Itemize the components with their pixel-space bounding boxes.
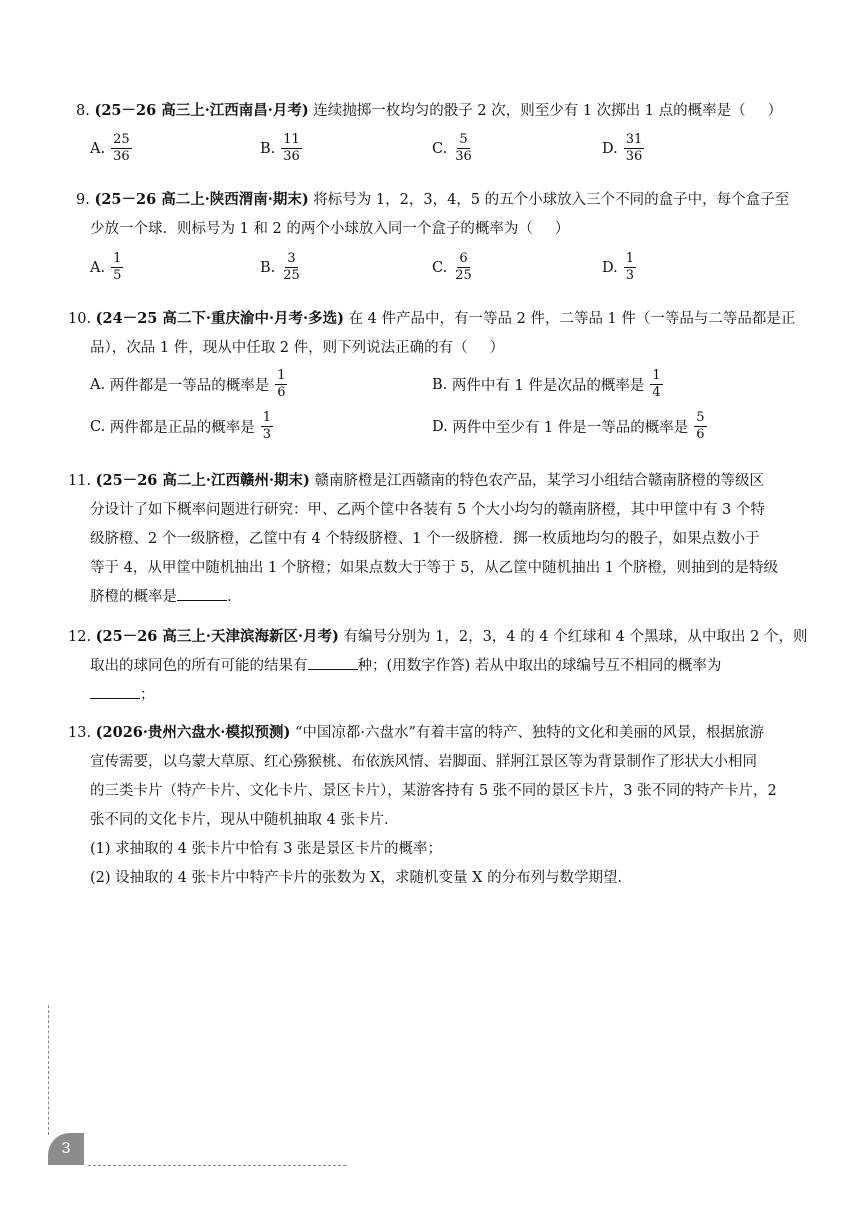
q13-source: (2026·贵州六盘水·模拟预测) bbox=[95, 724, 291, 741]
q9-text-1: 将标号为 1，2，3，4，5 的五个小球放入三个不同的盒子中，每个盒子至 bbox=[313, 192, 790, 208]
q11-answer-blank[interactable] bbox=[177, 584, 227, 601]
question-10: 10. (24－25 高二下·重庆渝中·月考·多选) 在 4 件产品中，有一等品 2 件，二等品 1 件（一等品与二等品都是正 品），次品 1 件，现从中任取 2 件，则下列说法正确的有（ ） bbox=[68, 310, 796, 356]
q9-text-2: 少放一个球．则标号为 1 和 2 的两个小球放入同一个盒子的概率为（ bbox=[90, 221, 533, 237]
question-9: 9. (25－26 高二上·陕西渭南·期末) 将标号为 1，2，3，4，5 的五个小球放入三个不同的盒子中，每个盒子至 少放一个球．则标号为 1 和 2 的两个小球放入同一个盒子的概率为（ ） bbox=[76, 191, 790, 237]
q9-options bbox=[90, 252, 730, 292]
question-8: 8. (25－26 高三上·江西南昌·月考) 连续抛掷一枚均匀的骰子 2 次，则至少有 1 次掷出 1 点的概率是（ ） bbox=[76, 102, 783, 119]
q12-answer-blank-1[interactable] bbox=[308, 653, 358, 670]
q8-option-d: D. $\frac{31}{36}$ bbox=[602, 132, 643, 164]
margin-dashed-line-horizontal bbox=[88, 1165, 346, 1166]
q12-text-2b: 种；(用数字作答) 若从中取出的球编号互不相同的概率为 bbox=[357, 658, 722, 674]
q10-text-2: 品），次品 1 件，现从中任取 2 件，则下列说法正确的有（ bbox=[90, 340, 468, 356]
q8-option-c: C. $\frac{5}{36}$ bbox=[432, 132, 472, 164]
q12-number: 12. bbox=[68, 629, 92, 645]
q13-text-2: 宣传需要，以乌蒙大草原、红心猕猴桃、布依族风情、岩脚面、牂牁江景区等为背景制作了形状大小相同 bbox=[90, 754, 757, 770]
q11-number: 11. bbox=[68, 473, 92, 489]
q11-source: (25－26 高二上·江西赣州·期末) bbox=[95, 472, 310, 489]
q12-answer-blank-2[interactable] bbox=[90, 682, 140, 699]
question-13 bbox=[68, 718, 798, 893]
q8-options bbox=[90, 133, 730, 173]
q9-source: (25－26 高二上·陕西渭南·期末) bbox=[94, 191, 309, 208]
q12-source: (25－26 高三上·天津滨海新区·月考) bbox=[95, 628, 339, 645]
q10-option-b: B. 两件中有 1 件是次品的概率是 $\frac{1}{4}$ bbox=[432, 368, 661, 400]
q11-text-1: 赣南脐橙是江西赣南的特色农产品，某学习小组结合赣南脐橙的等级区 bbox=[314, 473, 765, 489]
q10-options-row2 bbox=[90, 411, 730, 451]
q13-subquestion-2: (2) 设抽取的 4 张卡片中特产卡片的张数为 X，求随机变量 X 的分布列与数学期望． bbox=[90, 870, 633, 886]
margin-dashed-line-vertical bbox=[48, 1005, 49, 1135]
q10-text-1: 在 4 件产品中，有一等品 2 件，二等品 1 件（一等品与二等品都是正 bbox=[348, 311, 796, 327]
q9-option-b: B. $\frac{3}{25}$ bbox=[260, 251, 300, 283]
q11-text-4: 等于 4，从甲筐中随机抽出 1 个脐橙；如果点数大于等于 5，从乙筐中随机抽出 1 个脐橙，则抽到的是特级 bbox=[90, 560, 779, 576]
q9-option-a: A. $\frac{1}{5}$ bbox=[90, 251, 122, 283]
q10-option-d: D. 两件中至少有 1 件是一等品的概率是 $\frac{5}{6}$ bbox=[432, 410, 705, 442]
q11-text-2: 分设计了如下概率问题进行研究：甲、乙两个筐中各装有 5 个大小均匀的赣南脐橙，其中甲筐中有 3 个特 bbox=[90, 502, 765, 518]
q9-option-d: D. $\frac{1}{3}$ bbox=[602, 251, 634, 283]
page-number: 3 bbox=[61, 1140, 71, 1157]
q13-text-1: “中国凉都·六盘水”有着丰富的特产、独特的文化和美丽的风景，根据旅游 bbox=[294, 725, 764, 741]
q11-text-5: 脐橙的概率是 bbox=[90, 589, 177, 605]
q10-option-a: A. 两件都是一等品的概率是 $\frac{1}{6}$ bbox=[90, 368, 286, 400]
q11-text-3: 级脐橙、2 个一级脐橙，乙筐中有 4 个特级脐橙、1 个一级脐橙．掷一枚质地均匀的骰子，如果点数小于 bbox=[90, 531, 760, 547]
q13-subquestion-1: (1) 求抽取的 4 张卡片中恰有 3 张是景区卡片的概率； bbox=[90, 841, 443, 857]
q10-number: 10. bbox=[68, 311, 92, 327]
page-number-tab bbox=[48, 1133, 84, 1165]
question-11: 11. (25－26 高二上·江西赣州·期末) 赣南脐橙是江西赣南的特色农产品，某学习小组结合赣南脐橙的等级区 分设计了如下概率问题进行研究：甲、乙两个筐中各装有 5 个大小均匀的赣南脐橙，其中甲筐中有 3 个特 级脐橙、2 个一级脐橙，乙筐中有 4 个特级脐橙、1 个一级脐橙．掷一枚质地均匀的骰子，如果点数小于 等于 4，从甲筐中随机抽出 1 个脐橙；如果点数大于等于 5，从乙筐中随机抽出 1 个脐橙，则抽到的是特级 脐橙的概率是 ． bbox=[68, 472, 779, 605]
q8-option-b: B. $\frac{11}{36}$ bbox=[260, 132, 300, 164]
q13-text-4: 张不同的文化卡片，现从中随机抽取 4 张卡片． bbox=[90, 812, 399, 828]
q9-number: 9. bbox=[76, 192, 90, 208]
q13-number: 13. bbox=[68, 725, 92, 741]
q8-option-a: A. $\frac{25}{36}$ bbox=[90, 132, 130, 164]
q10-option-c: C. 两件都是正品的概率是 $\frac{1}{3}$ bbox=[90, 410, 272, 442]
q10-source: (24－25 高二下·重庆渝中·月考·多选) bbox=[95, 310, 344, 327]
q8-source: (25－26 高三上·江西南昌·月考) bbox=[94, 102, 309, 119]
q8-number: 8. bbox=[76, 103, 90, 119]
q10-options-row1 bbox=[90, 369, 730, 409]
q12-text-2a: 取出的球同色的所有可能的结果有 bbox=[90, 658, 308, 674]
q8-text: 连续抛掷一枚均匀的骰子 2 次，则至少有 1 次掷出 1 点的概率是（ bbox=[313, 103, 746, 119]
q9-option-c: C. $\frac{6}{25}$ bbox=[432, 251, 472, 283]
q12-text-1: 有编号分别为 1，2，3，4 的 4 个红球和 4 个黑球，从中取出 2 个，则 bbox=[343, 629, 808, 645]
question-12: 12. (25－26 高三上·天津滨海新区·月考) 有编号分别为 1，2，3，4 的 4 个红球和 4 个黑球，从中取出 2 个，则 取出的球同色的所有可能的结果有 种；(用数字作答) 若从中取出的球编号互不相同的概率为 ； bbox=[68, 628, 808, 703]
q13-text-3: 的三类卡片（特产卡片、文化卡片、景区卡片），某游客持有 5 张不同的景区卡片，3 张不同的特产卡片，2 bbox=[90, 783, 777, 799]
